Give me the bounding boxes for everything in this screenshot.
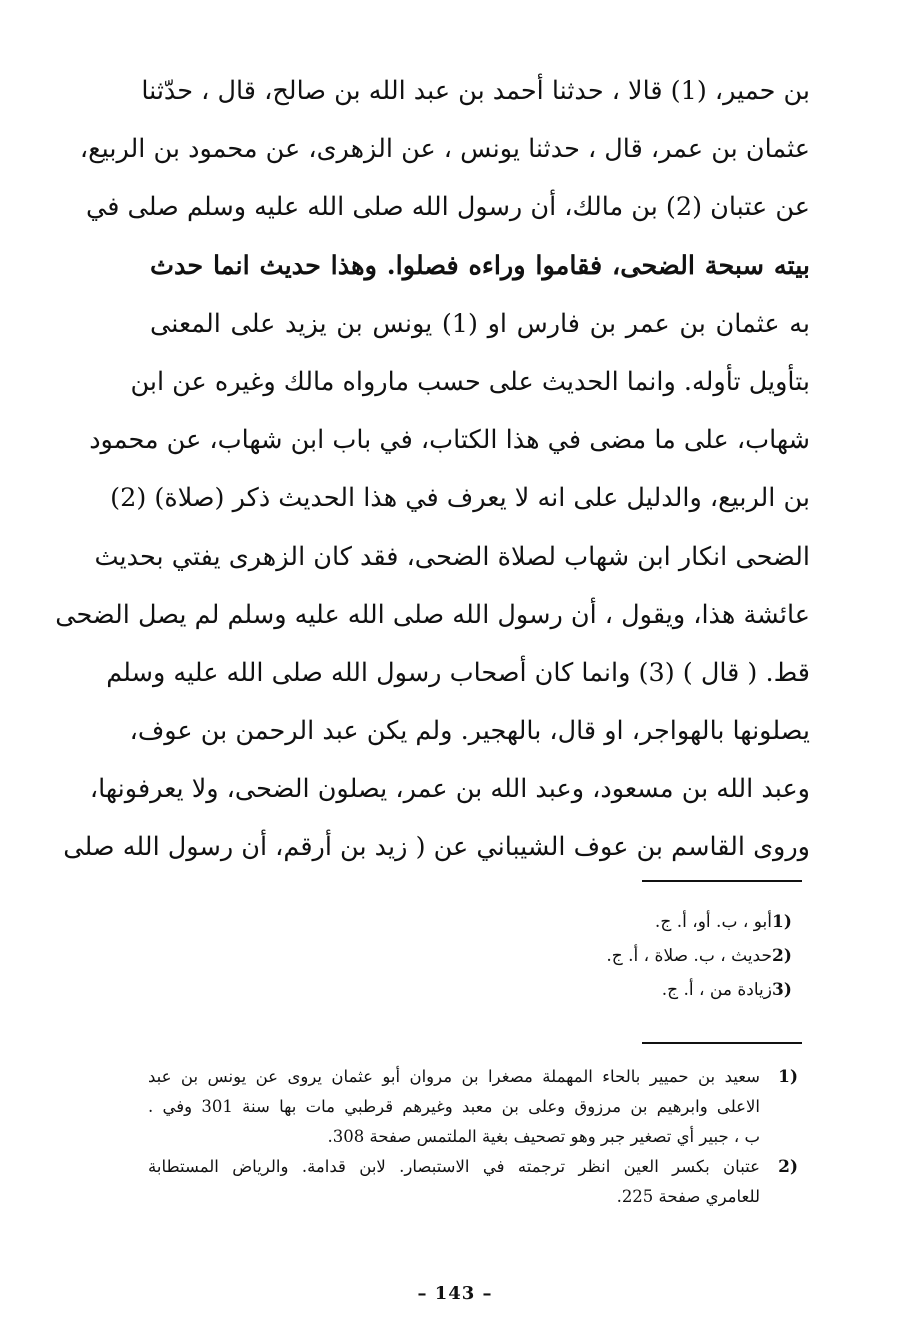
text-line: وروى القاسم بن عوف الشيباني عن ( زيد بن أرقم، أن رسول الله صلى — [63, 832, 810, 863]
footnote-line: سعيد بن حميير بالحاء المهملة مصغرا بن مروان أبو عثمان يروى عن يونس بن عبد — [148, 1067, 760, 1086]
variant-note — [606, 973, 800, 1007]
text-line: يصلونها بالهواجر، او قال، بالهجير. ولم يكن عبد الرحمن بن عوف، — [129, 716, 810, 747]
note-number: 2) — [772, 946, 792, 966]
footnote-line: الاعلى وابرهيم بن مرزوق وعلى بن معبد وغيرهم قرطبي مات بها سنة 301 وفي . — [148, 1097, 760, 1116]
text-line: بيته سبحة الضحى، فقاموا وراءه فصلوا. وهذا حديث انما حدث — [150, 250, 810, 281]
text-line: وعبد الله بن مسعود، وعبد الله بن عمر، يصلون الضحى، ولا يعرفونها، — [89, 774, 810, 805]
text-line: عائشة هذا، ويقول ، أن رسول الله صلى الله عليه وسلم لم يصل الضحى — [55, 599, 810, 630]
note-number: 1) — [772, 912, 792, 932]
text-line: بن الربيع، والدليل على انه لا يعرف في هذا الحديث ذكر (صلاة) (2) — [110, 483, 810, 514]
text-line: به عثمان بن عمر بن فارس او (1) يونس بن يزيد على المعنى — [150, 308, 810, 339]
footnote-number: 2) — [778, 1157, 798, 1177]
variant-notes — [606, 905, 800, 1007]
footnote-number: 1) — [778, 1067, 798, 1087]
text-line: شهاب، على ما مضى في هذا الكتاب، في باب ابن شهاب، عن محمود — [89, 425, 810, 456]
footnote — [148, 1062, 798, 1152]
text-line: الضحى انكار ابن شهاب لصلاة الضحى، فقد كان الزهرى يفتي بحديث — [94, 541, 810, 572]
text-line: عن عتبان (2) بن مالك، أن رسول الله صلى الله عليه وسلم صلى في — [85, 192, 810, 223]
note-number: 3) — [772, 980, 792, 1000]
footnote-line: للعامري صفحة 225. — [616, 1187, 760, 1206]
footnote-divider — [642, 880, 802, 882]
note-text: أبو ، ب. أو، أ. ج. — [654, 912, 772, 932]
note-text: حديث ، ب. صلاة ، أ. ج. — [606, 946, 772, 966]
footnotes — [148, 1062, 798, 1212]
text-line: بتأويل تأوله. وانما الحديث على حسب مارواه مالك وغيره عن ابن — [130, 366, 810, 397]
note-text: زيادة من ، أ. ج. — [661, 980, 772, 1000]
footnote — [148, 1152, 798, 1212]
footnote-divider — [642, 1042, 802, 1044]
footnote-line: ب ، جبير أي تصغير جبر وهو تصحيف بغية الملتمس صفحة 308. — [327, 1127, 760, 1146]
text-line: عثمان بن عمر، قال ، حدثنا يونس ، عن الزهرى، عن محمود بن الربيع، — [79, 134, 810, 165]
variant-note — [606, 905, 800, 939]
footnote-line: عتبان بكسر العين انظر ترجمته في الاستبصار. لابن قدامة. والرياض المستطابة — [148, 1157, 760, 1176]
main-text — [55, 62, 810, 877]
text-line: بن حمير، (1) قالا ، حدثنا أحمد بن عبد الله بن صالح، قال ، حدّثنا — [141, 76, 810, 106]
variant-note — [606, 939, 800, 973]
text-line: قط. ( قال ) (3) وانما كان أصحاب رسول الله صلى الله عليه وسلم — [106, 657, 810, 688]
page-number: – 143 – — [417, 1283, 493, 1304]
